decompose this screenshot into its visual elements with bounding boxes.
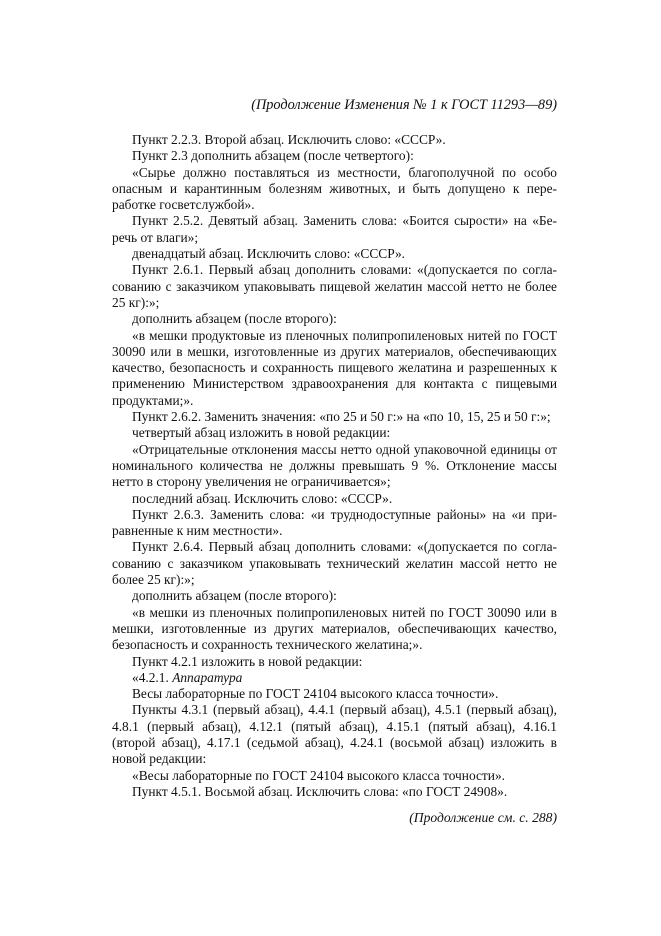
paragraph: «Весы лабораторные по ГОСТ 24104 высокого класса точности». xyxy=(132,767,505,783)
paragraph: Пункт 2.6.3. Заменить слова: «и труднодоступные районы» на «и приравненные к ним местности». xyxy=(112,506,557,539)
page-footer-continuation: (Продолжение см. с. 288) xyxy=(409,810,557,826)
paragraph: Пункт 2.5.2. Девятый абзац. Заменить слова: «Боится сырости» на «Беречь от влаги»; xyxy=(112,213,557,245)
paragraph: двенадцатый абзац. Исключить слово: «СССР». xyxy=(132,246,406,262)
paragraph: Пункт 2.2.3. Второй абзац. Исключить слово: «СССР». xyxy=(132,132,446,147)
document-page xyxy=(112,96,557,827)
paragraph: Пункты 4.3.1 (первый абзац), 4.4.1 (первый абзац), 4.5.1 (первый абзац), 4.8.1 (первый абзац), 4.12.1 (пятый абзац), 4.15.1 (пятый абзац), 4.16.1 (второй абзац), 4.17.1 (седьмой абзац), 4.24.1 (восьмой абзац) изложить в новой редакции: xyxy=(112,702,557,767)
paragraph: «Отрицательные отклонения массы нетто одной упаковочной единицы от номинального количества не должны превышать 9 %. Отклонение массы нетто в сторону увеличения не ограничивается»; xyxy=(112,441,557,490)
paragraph: «в мешки из пленочных полипропиленовых нитей по ГОСТ 30090 или в мешки, изготовленные из других материалов, обеспечивающих качество, безопасность и сохранность технического желатина;». xyxy=(112,604,557,653)
paragraph: четвертый абзац изложить в новой редакции: xyxy=(132,425,391,441)
paragraph: Весы лабораторные по ГОСТ 24104 высокого класса точности». xyxy=(132,686,499,702)
subsection-number: «4.2.1. xyxy=(132,669,169,685)
subsection-title: Аппаратура xyxy=(172,669,243,685)
subsection-heading xyxy=(112,670,557,686)
paragraph: «Сырье должно поставляться из местности, благополучной по особо опасным и карантинным болезням животных, и быть допущено к переработке госветслужбой». xyxy=(112,164,557,213)
paragraph: Пункт 2.6.1. Первый абзац дополнить словами: «(допускается по согласованию с заказчиком упаковывать пищевой желатин массой нетто не более 25 кг):»; xyxy=(112,262,557,310)
paragraph: дополнить абзацем (после второго): xyxy=(132,588,337,604)
paragraph: «в мешки продуктовые из пленочных полипропиленовых нитей по ГОСТ 30090 или в мешки, изготовленные из других материалов, обеспечивающих качество, безопасность и сохранность пищевого желатина и разрешенных к применению Министерством здравоохранения для контакта с пищевыми продуктами;». xyxy=(112,327,557,408)
paragraph: последний абзац. Исключить слово: «СССР». xyxy=(132,490,393,506)
paragraph: Пункт 2.3 дополнить абзацем (после четвертого): xyxy=(132,148,414,164)
paragraph: Пункт 4.2.1 изложить в новой редакции: xyxy=(132,653,363,669)
paragraph: Пункт 4.5.1. Восьмой абзац. Исключить слова: «по ГОСТ 24908». xyxy=(132,783,508,799)
paragraph: Пункт 2.6.2. Заменить значения: «по 25 и 50 г:» на «по 10, 15, 25 и 50 г:»; xyxy=(132,409,551,425)
paragraph: дополнить абзацем (после второго): xyxy=(132,311,337,327)
paragraph: Пункт 2.6.4. Первый абзац дополнить словами: «(допускается по согласованию с заказчиком упаковывать технический желатин массой нетто не более 25 кг):»; xyxy=(112,539,557,588)
page-header: (Продолжение Изменения № 1 к ГОСТ 11293—89) xyxy=(251,97,557,113)
